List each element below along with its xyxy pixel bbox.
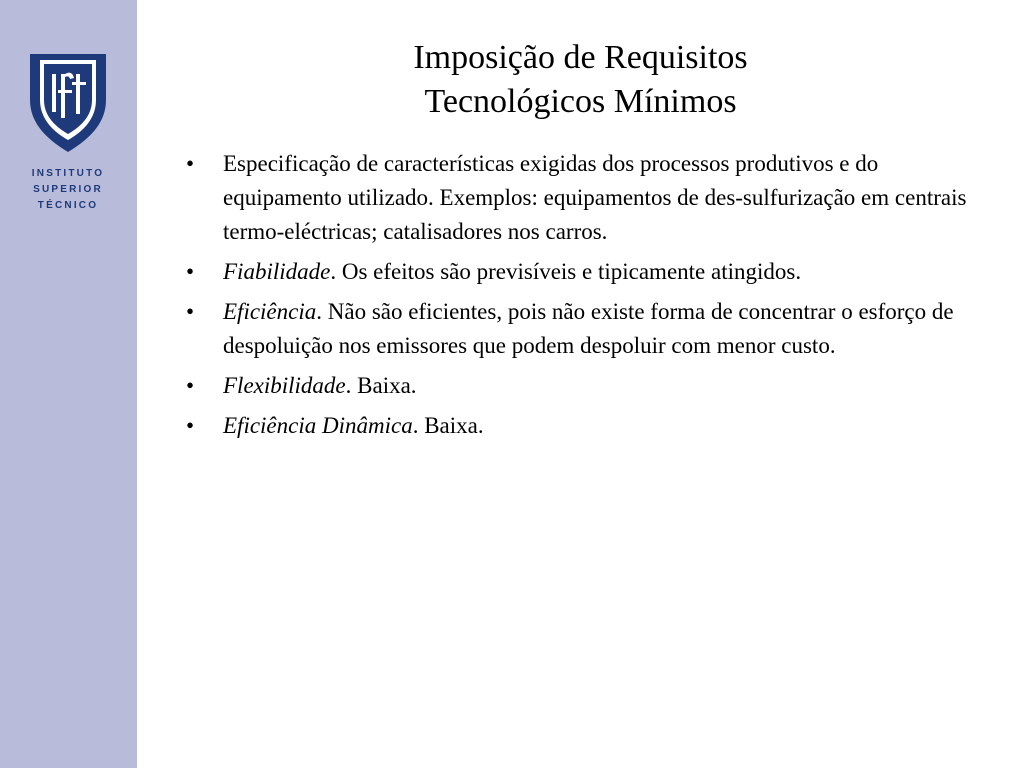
bullet-lead: Flexibilidade	[223, 373, 346, 398]
bullet-dot: •	[186, 299, 195, 324]
bullet-text: . Não são eficientes, pois não existe forma de concentrar o esforço de despoluição nos emissores que podem despoluir com menor custo.	[223, 299, 954, 358]
ist-shield-logo	[28, 52, 108, 154]
title-line-2: Tecnológicos Mínimos	[424, 83, 737, 120]
bullet-lead: Eficiência	[223, 299, 317, 324]
bullet-item	[186, 295, 976, 363]
logo-line-1: INSTITUTO	[31, 168, 105, 179]
bullet-text: . Baixa.	[345, 373, 417, 398]
shield-icon	[28, 52, 108, 154]
bullet-item	[186, 147, 976, 249]
bullet-dot: •	[186, 259, 195, 284]
title-line-1: Imposição de Requisitos	[413, 39, 748, 76]
bullet-list	[186, 147, 976, 449]
logo-line-3: TÉCNICO	[37, 200, 99, 211]
bullet-text: . Os efeitos são previsíveis e tipicamente atingidos.	[330, 259, 802, 284]
bullet-text: Especificação de características exigidas dos processos produtivos e do equipamento utilizado. Exemplos: equipamentos de des-sulfurização em centrais termo-eléctricas; catalisadores nos carros.	[223, 151, 967, 244]
bullet-item	[186, 369, 976, 403]
bullet-item	[186, 255, 976, 289]
bullet-item	[186, 409, 976, 443]
bullet-dot: •	[186, 151, 195, 176]
bullet-lead: Eficiência Dinâmica	[223, 413, 413, 438]
bullet-lead: Fiabilidade	[223, 259, 331, 284]
sidebar	[0, 0, 137, 768]
logo-line-2: SUPERIOR	[33, 184, 103, 195]
bullet-dot: •	[186, 373, 195, 398]
slide-title	[137, 36, 1024, 124]
bullet-dot: •	[186, 413, 195, 438]
institution-name	[22, 166, 114, 214]
bullet-text: . Baixa.	[412, 413, 484, 438]
